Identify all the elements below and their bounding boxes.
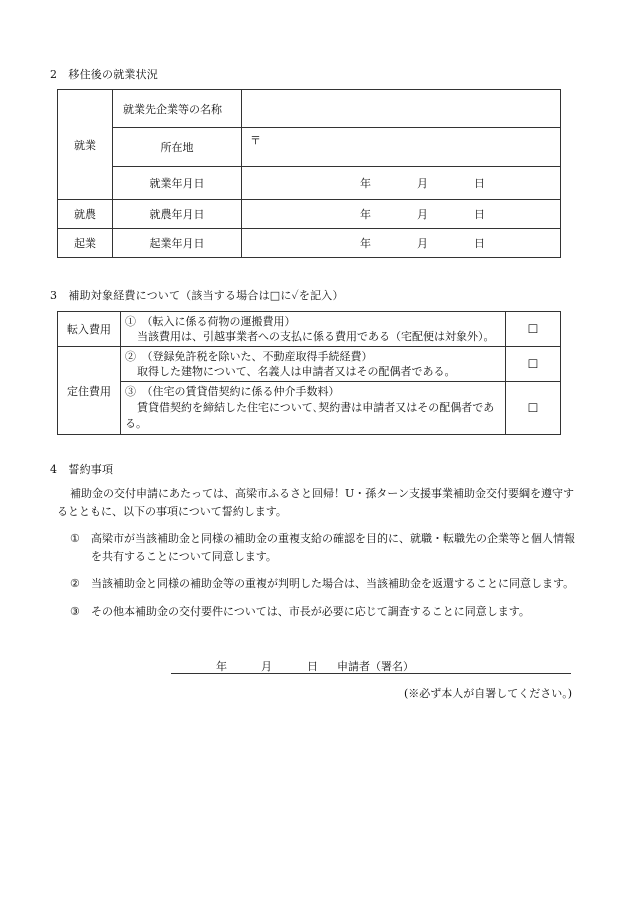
month-label: 月 (417, 177, 428, 190)
sig-day: 日 (307, 660, 318, 673)
year-label: 年 (360, 237, 371, 250)
section4-title: 4 誓約事項 (50, 463, 114, 476)
expense-heading: ① （転入に係る荷物の運搬費用） (125, 315, 296, 328)
expense-item-moving (121, 312, 506, 347)
employment-date-label: 就業年月日 (113, 167, 242, 200)
pledge-item-3-line1: その他本補助金の交付要件については、市長が必要に応じて調査することに同意します。 (91, 605, 530, 618)
expenses-table (57, 311, 561, 435)
startup-date-field[interactable] (242, 229, 561, 258)
category-settlement: 定住費用 (58, 347, 121, 435)
pledge-item-3-num: ③ (70, 605, 80, 618)
postal-mark: 〒 (250, 134, 261, 147)
pledge-item-2-line1: 当該補助金と同様の補助金等の重複が判明した場合は、当該補助金を返還することに同意します。 (91, 577, 575, 590)
pledge-intro-line2: るとともに、以下の事項について誓約します。 (57, 505, 287, 518)
pledge-item-2-num: ② (70, 577, 80, 590)
applicant-signature-label: 申請者（署名） (337, 660, 414, 673)
month-label: 月 (417, 237, 428, 250)
expense-heading: ② （登録免許税を除いた、不動産取得手続経費） (125, 350, 373, 363)
expense-description: 賃貸借契約を締結した住宅について､契約書は申請者又はその配偶者であ (137, 401, 495, 414)
expense-description-cont: る。 (125, 417, 147, 430)
category-moving: 転入費用 (58, 312, 121, 347)
expense-description: 取得した建物について、名義人は申請者又はその配偶者である。 (137, 365, 456, 378)
sig-month: 月 (261, 660, 272, 673)
startup-date-label: 起業年月日 (113, 229, 242, 258)
month-label: 月 (417, 208, 428, 221)
expense-item-property (121, 347, 506, 382)
checkbox-property[interactable]: ☐ (506, 347, 561, 382)
signature-note: (※必ず本人が自署してください。) (404, 687, 573, 700)
address-field[interactable] (242, 128, 561, 167)
day-label: 日 (474, 177, 485, 190)
year-label: 年 (360, 208, 371, 221)
farming-date-field[interactable] (242, 200, 561, 229)
farming-date-label: 就農年月日 (113, 200, 242, 229)
expense-heading: ③ （住宅の賃貸借契約に係る仲介手数料） (125, 385, 340, 398)
company-name-field[interactable] (242, 90, 561, 128)
checkbox-moving[interactable]: ☐ (506, 312, 561, 347)
address-label: 所在地 (113, 128, 242, 167)
expense-item-rental (121, 382, 506, 435)
pledge-item-1-line2: を共有することについて同意します。 (91, 550, 277, 563)
checkbox-rental[interactable]: ☐ (506, 382, 561, 435)
sig-year: 年 (216, 660, 227, 673)
day-label: 日 (474, 237, 485, 250)
signature-line[interactable] (171, 658, 571, 674)
day-label: 日 (474, 208, 485, 221)
pledge-item-1-num: ① (70, 532, 80, 545)
employment-date-field[interactable] (242, 167, 561, 200)
section3-title: 3 補助対象経費について（該当する場合は□に✓を記入） (50, 289, 344, 302)
section2-title: 2 移住後の就業状況 (50, 68, 158, 81)
pledge-item-1-line1: 高梁市が当該補助金と同様の補助金の重複支給の確認を目的に、就職・転職先の企業等と個人情報 (91, 532, 575, 545)
startup-label: 起業 (58, 229, 113, 258)
company-name-label: 就業先企業等の名称 (113, 90, 242, 128)
farming-label: 就農 (58, 200, 113, 229)
employment-table (57, 89, 561, 258)
pledge-intro-line1: 補助金の交付申請にあたっては、高梁市ふるさと回帰！U・孫ターン支援事業補助金交付要綱を遵守す (70, 487, 575, 500)
year-label: 年 (360, 177, 371, 190)
expense-description: 当該費用は、引越事業者への支払に係る費用である（宅配便は対象外）。 (137, 330, 495, 343)
employment-label: 就業 (58, 90, 113, 200)
